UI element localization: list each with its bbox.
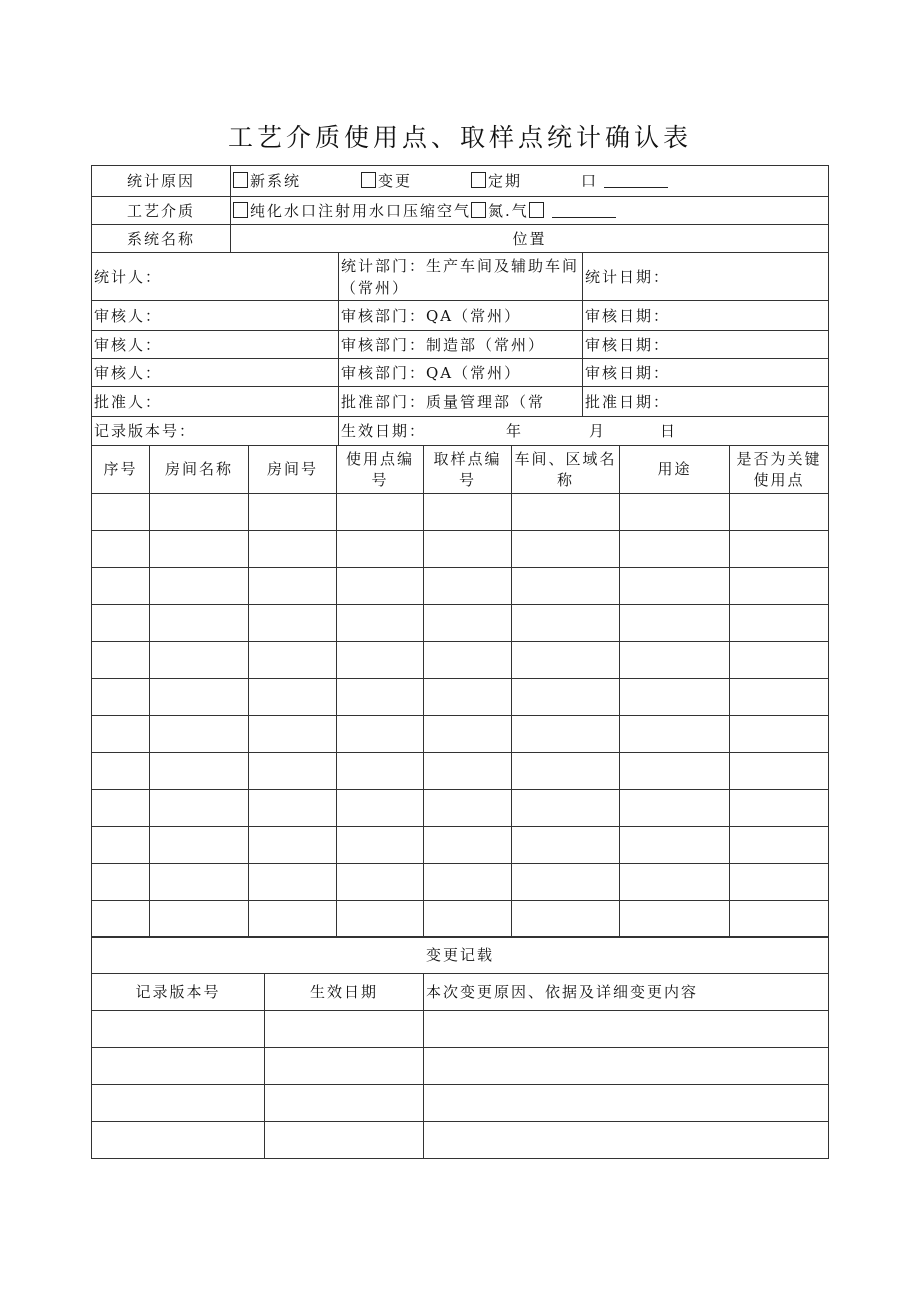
table-cell[interactable] xyxy=(337,901,424,938)
page-title: 工艺介质使用点、取样点统计确认表 xyxy=(227,123,692,152)
change-record-table xyxy=(91,936,829,1159)
table-cell[interactable] xyxy=(620,494,730,531)
year-label: 年 xyxy=(506,422,524,440)
table-cell[interactable] xyxy=(337,494,424,531)
table-cell[interactable] xyxy=(424,605,512,642)
table-cell[interactable] xyxy=(730,494,829,531)
change-cell[interactable] xyxy=(92,1122,265,1159)
reviewer-3: 审核人： xyxy=(92,359,339,387)
table-cell[interactable] xyxy=(730,790,829,827)
table-cell[interactable] xyxy=(620,864,730,901)
table-cell[interactable] xyxy=(249,716,337,753)
review-dept-2: 审核部门：制造部（常州） xyxy=(339,331,583,359)
table-cell[interactable] xyxy=(620,716,730,753)
table-cell[interactable] xyxy=(424,901,512,938)
header-room-name: 房间名称 xyxy=(150,446,249,494)
table-cell[interactable] xyxy=(92,864,150,901)
checkbox-purified-water[interactable] xyxy=(233,202,248,218)
header-use-point-number: 使用点编号 xyxy=(337,446,424,494)
points-header-row xyxy=(92,446,829,494)
table-cell[interactable] xyxy=(249,827,337,864)
approve-date: 批准日期： xyxy=(583,387,829,417)
stat-date: 统计日期： xyxy=(583,253,829,301)
table-cell[interactable] xyxy=(337,568,424,605)
stat-person: 统计人： xyxy=(92,253,339,301)
table-cell[interactable] xyxy=(150,864,249,901)
table-cell[interactable] xyxy=(249,790,337,827)
table-cell[interactable] xyxy=(150,531,249,568)
table-cell[interactable] xyxy=(730,716,829,753)
table-cell[interactable] xyxy=(92,679,150,716)
table-cell[interactable] xyxy=(150,679,249,716)
review-date-3: 审核日期： xyxy=(583,359,829,387)
change-body xyxy=(92,1011,829,1159)
change-cell[interactable] xyxy=(92,1085,265,1122)
table-cell[interactable] xyxy=(512,716,620,753)
header-area-name: 车间、区域名称 xyxy=(512,446,620,494)
table-cell[interactable] xyxy=(249,901,337,938)
table-cell[interactable] xyxy=(92,568,150,605)
info-table xyxy=(91,165,829,446)
table-cell[interactable] xyxy=(620,753,730,790)
location-label: 位置 xyxy=(231,225,829,253)
table-cell[interactable] xyxy=(620,642,730,679)
approve-dept: 批准部门：质量管理部（常 xyxy=(339,387,583,417)
table-row xyxy=(92,568,829,605)
table-cell[interactable] xyxy=(620,531,730,568)
table-cell[interactable] xyxy=(92,901,150,938)
table-cell[interactable] xyxy=(249,494,337,531)
table-row xyxy=(92,642,829,679)
table-cell[interactable] xyxy=(337,753,424,790)
table-cell[interactable] xyxy=(249,531,337,568)
table-cell[interactable] xyxy=(424,827,512,864)
change-cell[interactable] xyxy=(265,1122,424,1159)
table-cell[interactable] xyxy=(150,901,249,938)
table-cell[interactable] xyxy=(150,494,249,531)
table-cell[interactable] xyxy=(249,605,337,642)
table-cell[interactable] xyxy=(620,790,730,827)
medium-other-input[interactable] xyxy=(552,203,616,218)
table-cell[interactable] xyxy=(730,605,829,642)
table-cell[interactable] xyxy=(150,568,249,605)
header-sample-point-number: 取样点编号 xyxy=(424,446,512,494)
table-cell[interactable] xyxy=(730,753,829,790)
month-label: 月 xyxy=(589,422,607,440)
table-row xyxy=(92,716,829,753)
table-cell[interactable] xyxy=(150,790,249,827)
table-cell[interactable] xyxy=(337,716,424,753)
table-cell[interactable] xyxy=(730,531,829,568)
table-cell[interactable] xyxy=(92,605,150,642)
table-cell[interactable] xyxy=(424,716,512,753)
table-cell[interactable] xyxy=(512,568,620,605)
table-cell[interactable] xyxy=(424,494,512,531)
change-cell[interactable] xyxy=(265,1048,424,1085)
table-cell[interactable] xyxy=(337,827,424,864)
table-cell[interactable] xyxy=(620,679,730,716)
change-row xyxy=(92,1011,829,1048)
table-cell[interactable] xyxy=(92,494,150,531)
table-cell[interactable] xyxy=(249,864,337,901)
review-dept-1: 审核部门：QA（常州） xyxy=(339,301,583,331)
review-date-1: 审核日期： xyxy=(583,301,829,331)
table-row xyxy=(92,494,829,531)
table-cell[interactable] xyxy=(337,642,424,679)
reason-new-system: 新系统 xyxy=(250,172,302,190)
table-cell[interactable] xyxy=(424,679,512,716)
table-cell[interactable] xyxy=(150,605,249,642)
approver: 批准人： xyxy=(92,387,339,417)
table-cell[interactable] xyxy=(512,642,620,679)
reason-options xyxy=(231,166,829,197)
table-cell[interactable] xyxy=(424,790,512,827)
change-cell[interactable] xyxy=(424,1011,829,1048)
header-room-number: 房间号 xyxy=(249,446,337,494)
table-cell[interactable] xyxy=(249,568,337,605)
medium-nitrogen: 氮.气 xyxy=(488,201,529,220)
table-cell[interactable] xyxy=(512,901,620,938)
effective-label: 生效日期： xyxy=(341,422,427,440)
medium-label: 工艺介质 xyxy=(92,197,231,225)
table-row xyxy=(92,679,829,716)
change-cell[interactable] xyxy=(424,1085,829,1122)
table-cell[interactable] xyxy=(337,605,424,642)
checkbox-periodic[interactable] xyxy=(471,172,486,188)
table-cell[interactable] xyxy=(92,531,150,568)
table-cell[interactable] xyxy=(249,642,337,679)
table-cell[interactable] xyxy=(337,679,424,716)
table-row xyxy=(92,827,829,864)
table-cell[interactable] xyxy=(512,494,620,531)
reason-periodic: 定期 xyxy=(488,172,523,190)
change-row xyxy=(92,1048,829,1085)
reviewer-2: 审核人： xyxy=(92,331,339,359)
table-row xyxy=(92,864,829,901)
change-header-version: 记录版本号 xyxy=(92,974,265,1011)
table-cell[interactable] xyxy=(150,753,249,790)
table-cell[interactable] xyxy=(620,827,730,864)
review-date-2: 审核日期： xyxy=(583,331,829,359)
change-cell[interactable] xyxy=(92,1011,265,1048)
checkbox-compressed-air[interactable] xyxy=(471,202,486,218)
change-header-date: 生效日期 xyxy=(265,974,424,1011)
change-cell[interactable] xyxy=(424,1122,829,1159)
table-cell[interactable] xyxy=(150,716,249,753)
table-cell[interactable] xyxy=(424,753,512,790)
table-cell[interactable] xyxy=(92,716,150,753)
header-index: 序号 xyxy=(92,446,150,494)
reason-change: 变更 xyxy=(378,172,413,190)
table-cell[interactable] xyxy=(150,642,249,679)
change-cell[interactable] xyxy=(265,1085,424,1122)
table-cell[interactable] xyxy=(512,790,620,827)
table-cell[interactable] xyxy=(730,827,829,864)
stat-dept: 统计部门：生产车间及辅助车间（常州） xyxy=(339,253,583,301)
table-cell[interactable] xyxy=(512,864,620,901)
table-cell[interactable] xyxy=(249,753,337,790)
table-cell[interactable] xyxy=(512,605,620,642)
change-cell[interactable] xyxy=(265,1011,424,1048)
table-cell[interactable] xyxy=(92,827,150,864)
points-body xyxy=(92,494,829,938)
reason-other-input[interactable] xyxy=(604,173,668,188)
table-row xyxy=(92,753,829,790)
points-table xyxy=(91,445,829,938)
table-row xyxy=(92,531,829,568)
table-row xyxy=(92,901,829,938)
system-label: 系统名称 xyxy=(92,225,231,253)
change-cell[interactable] xyxy=(92,1048,265,1085)
checkbox-change[interactable] xyxy=(361,172,376,188)
table-cell[interactable] xyxy=(512,827,620,864)
checkbox-nitrogen[interactable] xyxy=(529,202,544,218)
change-cell[interactable] xyxy=(424,1048,829,1085)
review-dept-3: 审核部门：QA（常州） xyxy=(339,359,583,387)
effective-date-row xyxy=(339,417,829,446)
table-cell[interactable] xyxy=(337,790,424,827)
version-label: 记录版本号： xyxy=(92,417,339,446)
table-cell[interactable] xyxy=(512,679,620,716)
table-cell[interactable] xyxy=(730,679,829,716)
header-key-point: 是否为关键使用点 xyxy=(730,446,829,494)
table-cell[interactable] xyxy=(337,531,424,568)
change-record-title: 变更记载 xyxy=(92,937,829,974)
table-cell[interactable] xyxy=(92,642,150,679)
table-cell[interactable] xyxy=(730,568,829,605)
table-cell[interactable] xyxy=(730,901,829,938)
reason-other-mark: 口 xyxy=(581,172,599,190)
table-cell[interactable] xyxy=(150,827,249,864)
table-cell[interactable] xyxy=(249,679,337,716)
table-cell[interactable] xyxy=(730,642,829,679)
reason-label: 统计原因 xyxy=(92,166,231,197)
table-cell[interactable] xyxy=(92,790,150,827)
table-cell[interactable] xyxy=(337,864,424,901)
table-cell[interactable] xyxy=(424,568,512,605)
table-cell[interactable] xyxy=(730,864,829,901)
medium-options-text: 纯化水口注射用水口压缩空气 xyxy=(250,201,472,220)
table-row xyxy=(92,790,829,827)
change-row xyxy=(92,1122,829,1159)
table-cell[interactable] xyxy=(512,753,620,790)
change-header-content: 本次变更原因、依据及详细变更内容 xyxy=(424,974,829,1011)
table-row xyxy=(92,605,829,642)
table-cell[interactable] xyxy=(424,864,512,901)
table-cell[interactable] xyxy=(620,568,730,605)
table-cell[interactable] xyxy=(424,642,512,679)
reviewer-1: 审核人： xyxy=(92,301,339,331)
table-cell[interactable] xyxy=(424,531,512,568)
table-cell[interactable] xyxy=(92,753,150,790)
table-cell[interactable] xyxy=(620,901,730,938)
change-row xyxy=(92,1085,829,1122)
header-purpose: 用途 xyxy=(620,446,730,494)
checkbox-new-system[interactable] xyxy=(233,172,248,188)
medium-options xyxy=(231,197,829,225)
day-label: 日 xyxy=(660,422,678,440)
table-cell[interactable] xyxy=(620,605,730,642)
table-cell[interactable] xyxy=(512,531,620,568)
